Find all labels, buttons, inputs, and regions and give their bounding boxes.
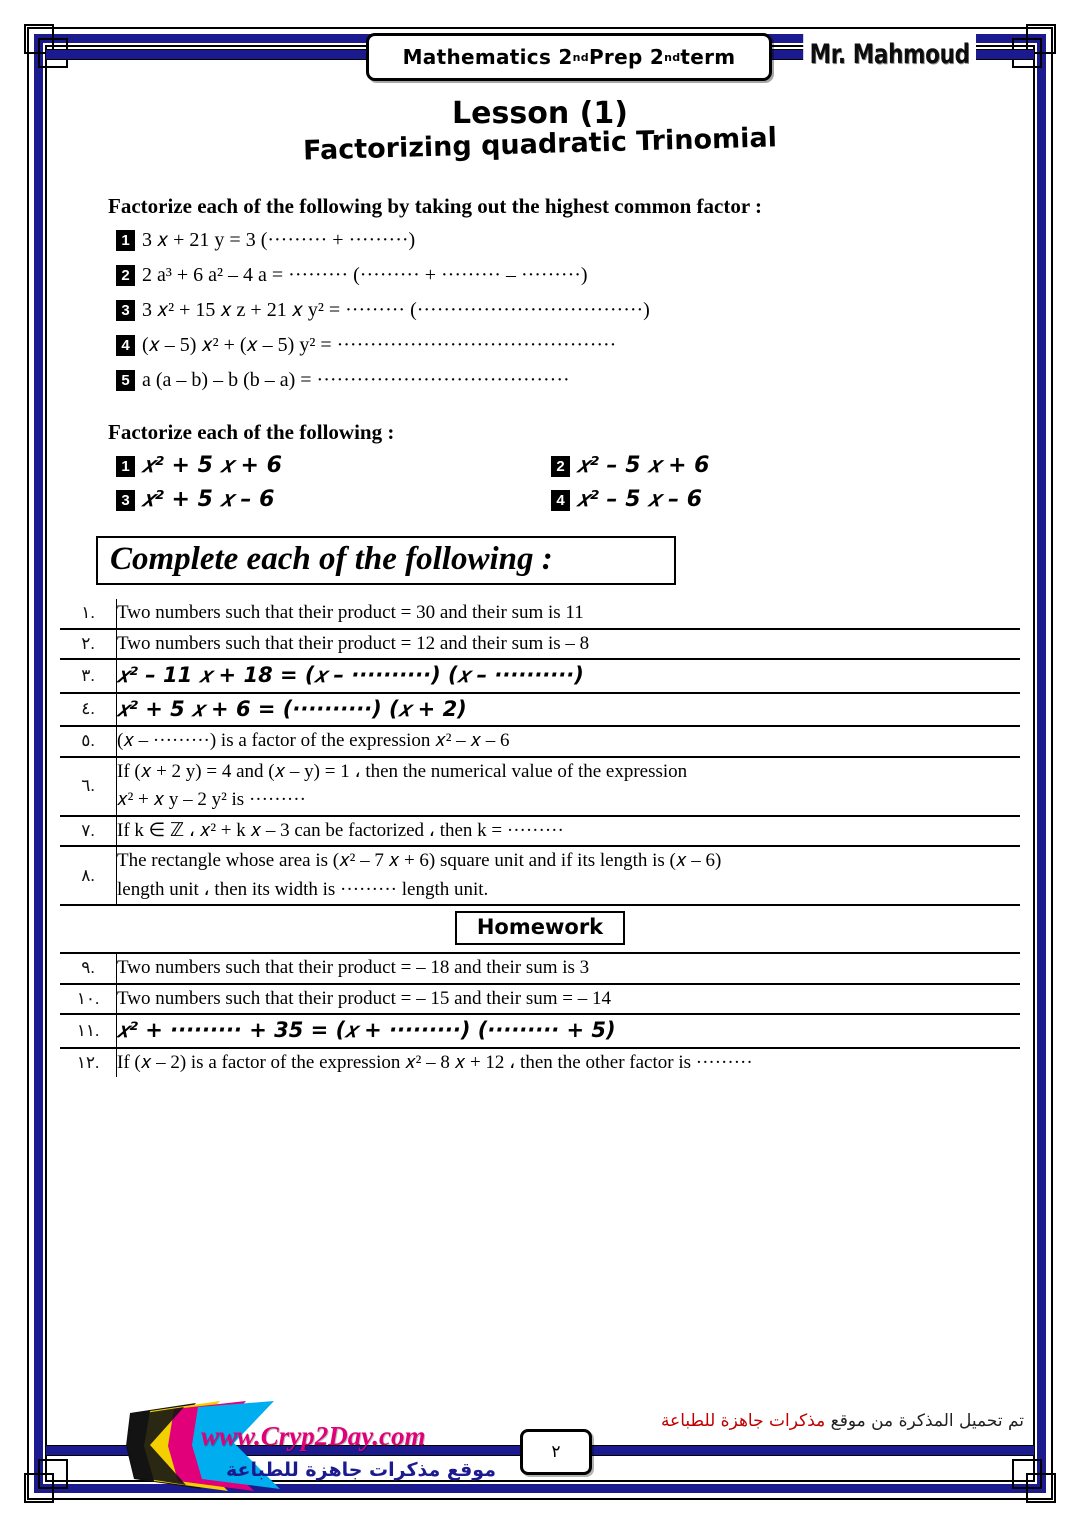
item-number-badge: 2	[116, 265, 135, 286]
section1-item	[116, 297, 1020, 324]
question-text	[117, 816, 1021, 847]
section2-item	[551, 487, 986, 512]
complete-section-heading: Complete each of the following :	[96, 536, 676, 585]
lesson-title: Lesson (1)	[452, 96, 628, 131]
section2-row	[116, 487, 1020, 512]
table-row	[60, 757, 1020, 816]
header-sup-1: nd	[572, 50, 589, 64]
question-line: If k ∈ ℤ ، 𝑥² + k 𝑥 – 3 can be factorized ، then k = ·········	[117, 819, 564, 841]
table-row	[60, 1048, 1020, 1078]
header-teacher-name: Mr. Mahmoud	[803, 32, 976, 76]
question-number: ٨.	[60, 846, 117, 905]
question-text	[117, 757, 1021, 816]
section2-item	[116, 453, 551, 478]
item-expression: 2 a³ + 6 a² – 4 a = ········· (········· + ········· – ·········)	[142, 264, 588, 286]
page-footer	[46, 1407, 1034, 1493]
footer-arabic-tagline: موقع مذكرات جاهزة للطباعة	[226, 1459, 496, 1481]
header-subject-mid: Prep 2	[588, 45, 665, 69]
item-number-badge: 4	[551, 490, 570, 511]
homework-wrap	[60, 906, 1020, 952]
footer-arabic-note	[661, 1411, 1024, 1431]
question-line: If (𝑥 + 2 y) = 4 and (𝑥 – y) = 1 ، then the numerical value of the expression	[117, 760, 688, 782]
table-row	[60, 846, 1020, 905]
item-number-badge: 3	[116, 300, 135, 321]
page-number-badge: ٢	[520, 1429, 592, 1475]
question-line: 𝑥² + ········· + 35 = (𝑥 + ·········) (········· + 5)	[117, 1018, 616, 1042]
header-subject-text: Mathematics 2	[402, 45, 573, 69]
question-text	[117, 1048, 1021, 1078]
page-header	[46, 33, 1034, 81]
item-expression: 3 𝑥 + 21 y = 3 (········· + ·········)	[142, 229, 416, 251]
question-number: ٢.	[60, 629, 117, 660]
section1-item	[116, 227, 1020, 254]
question-text	[117, 984, 1021, 1015]
question-line: length unit ، then its width is ········· length unit.	[117, 878, 489, 900]
section2-heading: Factorize each of the following :	[108, 420, 395, 444]
table-row	[60, 816, 1020, 847]
question-line: 𝑥² – 11 𝑥 + 18 = (𝑥 – ··········) (𝑥 – ··········)	[117, 663, 584, 687]
item-number-badge: 1	[116, 456, 135, 477]
footer-arabic-note-black: تم تحميل المذكرة من موقع	[825, 1411, 1024, 1431]
section2-list	[116, 453, 1020, 512]
question-number: ١٢.	[60, 1048, 117, 1078]
question-line: 𝑥² + 𝑥 y – 2 y² is ·········	[117, 789, 306, 810]
table-row	[60, 984, 1020, 1015]
section1-heading: Factorize each of the following by taking out the highest common factor :	[108, 194, 763, 218]
item-expression: 𝑥² + 5 𝑥 + 6	[142, 453, 282, 478]
header-subject-title	[366, 33, 772, 81]
section2-row	[116, 453, 1020, 478]
question-line: If (𝑥 – 2) is a factor of the expression 𝑥² – 8 𝑥 + 12 ، then the other factor is ·········	[117, 1051, 753, 1073]
question-number: ٥.	[60, 726, 117, 757]
question-text	[117, 726, 1021, 757]
lesson-subtitle: Factorizing quadratic Trinomial	[302, 122, 778, 167]
question-number: ١٠.	[60, 984, 117, 1015]
question-number: ٦.	[60, 757, 117, 816]
question-number: ١١.	[60, 1014, 117, 1048]
question-text	[117, 693, 1021, 727]
item-number-badge: 1	[116, 230, 135, 251]
question-number: ٤.	[60, 693, 117, 727]
question-line: The rectangle whose area is (𝑥² – 7 𝑥 + 6) square unit and if its length is (𝑥 – 6)	[117, 850, 722, 871]
table-row	[60, 726, 1020, 757]
question-line: (𝑥 – ·········) is a factor of the expression 𝑥² – 𝑥 – 6	[117, 730, 510, 751]
footer-site-url[interactable]: www.Cryp2Day.com	[201, 1421, 426, 1451]
question-text	[117, 846, 1021, 905]
footer-arabic-note-red: مذكرات جاهزة للطباعة	[660, 1411, 826, 1431]
question-line: 𝑥² + 5 𝑥 + 6 = (··········) (𝑥 + 2)	[117, 696, 467, 721]
worksheet-content	[60, 90, 1020, 1417]
homework-cell	[60, 905, 1020, 953]
section1-item	[116, 262, 1020, 289]
item-number-badge: 3	[116, 490, 135, 511]
section1-item	[116, 332, 1020, 359]
question-text	[117, 629, 1021, 660]
question-line: Two numbers such that their product = – 18 and their sum is 3	[117, 957, 590, 978]
item-number-badge: 2	[551, 456, 570, 477]
item-number-badge: 5	[116, 370, 135, 391]
table-row	[60, 659, 1020, 693]
item-expression: a (a – b) – b (b – a) = ······································	[142, 369, 570, 391]
table-row	[60, 693, 1020, 727]
question-text	[117, 659, 1021, 693]
question-number: ٧.	[60, 816, 117, 847]
question-number: ١.	[60, 599, 117, 629]
table-row	[60, 1014, 1020, 1048]
question-line: Two numbers such that their product = 30 and their sum is 11	[117, 602, 584, 623]
item-expression: 3 𝑥² + 15 𝑥 z + 21 𝑥 y² = ········· (··································)	[142, 299, 650, 321]
homework-label: Homework	[455, 911, 625, 945]
table-row	[60, 953, 1020, 984]
item-number-badge: 4	[116, 335, 135, 356]
section1-item	[116, 367, 1020, 394]
header-subject-end: term	[680, 45, 736, 69]
item-expression: 𝑥² + 5 𝑥 – 6	[142, 487, 275, 512]
item-expression: 𝑥² – 5 𝑥 + 6	[577, 453, 710, 478]
question-text	[117, 953, 1021, 984]
question-text	[117, 1014, 1021, 1048]
question-text	[117, 599, 1021, 629]
question-line: Two numbers such that their product = – 15 and their sum = – 14	[117, 987, 611, 1009]
table-row	[60, 599, 1020, 629]
section1-list	[60, 227, 1020, 394]
item-expression: (𝑥 – 5) 𝑥² + (𝑥 – 5) y² = ··········································	[142, 334, 617, 356]
question-number: ٣.	[60, 659, 117, 693]
section2-item	[551, 453, 986, 478]
questions-table	[60, 599, 1020, 1077]
homework-divider-row	[60, 905, 1020, 953]
table-row	[60, 629, 1020, 660]
section2-item	[116, 487, 551, 512]
question-line: Two numbers such that their product = 12 and their sum is – 8	[117, 632, 590, 654]
header-sup-2: nd	[664, 50, 681, 64]
question-number: ٩.	[60, 953, 117, 984]
item-expression: 𝑥² – 5 𝑥 – 6	[577, 487, 703, 512]
